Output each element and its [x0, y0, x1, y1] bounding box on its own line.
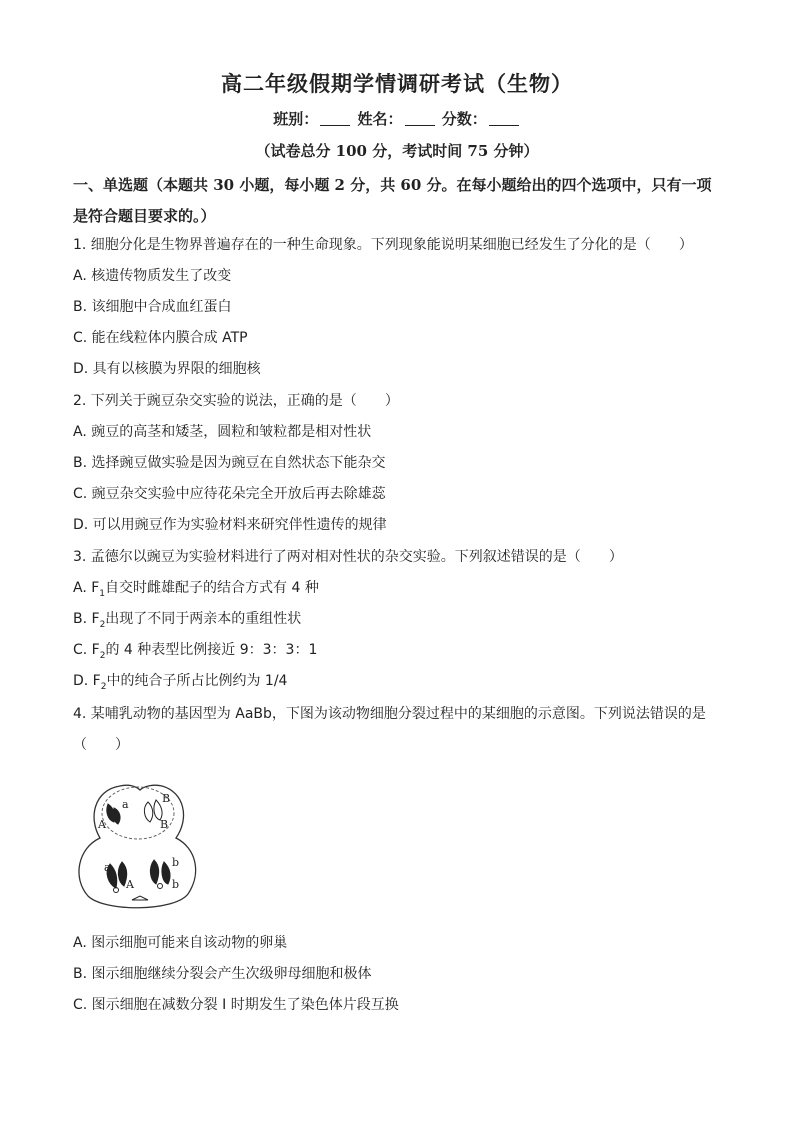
question-3-option-a: A. $F_1$自交时雌雄配子的结合方式有 4 种 [73, 580, 319, 599]
name-label: 姓名： [357, 110, 403, 128]
class-blank [320, 111, 350, 126]
chromosome [144, 802, 152, 822]
label-a-lower: a [104, 861, 111, 874]
class-label: 班别： [273, 110, 319, 128]
chromosome [162, 862, 170, 884]
page-title: 高二年级假期学情调研考试（生物） [221, 71, 573, 96]
score-label: 分数： [441, 110, 487, 128]
question-2-option-c: C. 豌豆杂交实验中应待花朵完全开放后再去除雄蕊 [73, 486, 386, 502]
label-A-lower: A [126, 878, 134, 891]
label-B-upper-2: B [160, 818, 169, 831]
section-heading: 一、单选题（本题共 30 小题，每小题 2 分，共 60 分。在每小题给出的四个选项中，只有一项是符合题目要求的。） [73, 176, 712, 225]
question-4-option-b: B. 图示细胞继续分裂会产生次级卵母细胞和极体 [73, 966, 372, 982]
question-4-stem: 4. 某哺乳动物的基因型为 AaBb，下图为该动物细胞分裂过程中的某细胞的示意图。下列说法错误的是 [73, 706, 706, 722]
chromosome [154, 800, 162, 820]
question-2-option-a: A. 豌豆的高茎和矮茎，圆粒和皱粒都是相对性状 [73, 424, 372, 440]
exam-note: （试卷总分 100 分，考试时间 75 分钟） [255, 142, 539, 160]
label-A-upper: A [98, 818, 106, 831]
question-3-stem: 3. 孟德尔以豌豆为实验材料进行了两对相对性状的杂交实验。下列叙述错误的是（ ） [73, 549, 623, 565]
question-1-stem: 1. 细胞分化是生物界普遍存在的一种生命现象。下列现象能说明某细胞已经发生了分化的是（ ） [73, 237, 693, 253]
question-1-option-c: C. 能在线粒体内膜合成 ATP [73, 330, 248, 346]
upper-chromosomes [107, 800, 162, 824]
name-blank [405, 111, 435, 126]
question-1-option-a: A. 核遗传物质发生了改变 [73, 268, 232, 284]
label-b-lower-2: b [172, 878, 180, 891]
question-3-option-b: B. $F_2$出现了不同于两亲本的重组性状 [73, 611, 302, 630]
chromosome [150, 860, 158, 884]
question-4-option-a: A. 图示细胞可能来自该动物的卵巢 [73, 935, 288, 951]
score-blank [489, 111, 519, 126]
question-2-option-d: D. 可以用豌豆作为实验材料来研究伴性遗传的规律 [73, 517, 387, 533]
label-B-upper-1: B [162, 792, 171, 805]
question-4-option-c: C. 图示细胞在减数分裂 I 时期发生了染色体片段互换 [73, 997, 399, 1013]
question-3-option-c: C. $F_2$的 4 种表型比例接近 9：3：3：1 [73, 642, 318, 661]
question-4-paren: （ ） [73, 737, 129, 753]
question-3-option-d: D. $F_2$中的纯合子所占比例约为 1/4 [73, 673, 288, 692]
cell-division-diagram [70, 778, 205, 913]
centrioles [114, 884, 163, 901]
question-2-option-b: B. 选择豌豆做实验是因为豌豆在自然状态下能杂交 [73, 455, 386, 471]
question-1-option-b: B. 该细胞中合成血红蛋白 [73, 299, 232, 315]
question-1-option-d: D. 具有以核膜为界限的细胞核 [73, 361, 261, 377]
label-a-upper: a [122, 798, 129, 811]
student-info-line [0, 108, 794, 129]
question-2-stem: 2. 下列关于豌豆杂交实验的说法，正确的是（ ） [73, 393, 399, 409]
label-b-lower-1: b [172, 856, 180, 869]
